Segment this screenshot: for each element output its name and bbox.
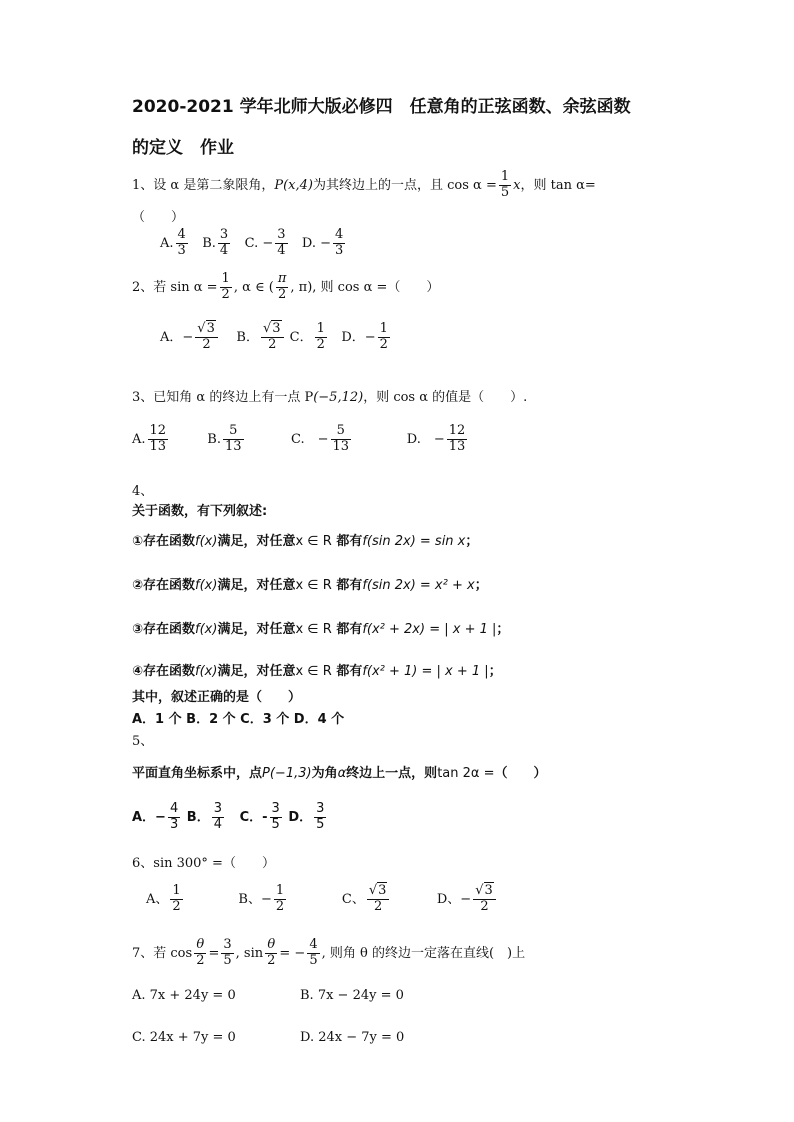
- question-1-options: [160, 228, 347, 259]
- option-b: B. $\frac{3}{4}$: [202, 227, 229, 258]
- option-d: D．− $\frac{1}{2}$: [341, 321, 388, 352]
- option-d: D. − $\frac{12}{13}$: [406, 423, 466, 454]
- option-b: B． $\frac{3}{4}$: [186, 801, 222, 832]
- option-b: B． $\frac{√3}{2}$: [236, 322, 285, 353]
- question-4-statement-2: ②存在函数f(x)满足，对任意x ∈ R 都有f(sin 2x) = x² + x；: [132, 578, 488, 593]
- option-a: A、 $\frac{1}{2}$: [146, 883, 181, 914]
- option-c: C、 $\frac{√3}{2}$: [342, 884, 392, 915]
- question-4-intro: 关于函数，有下列叙述:: [132, 504, 268, 519]
- question-4-statement-3: ③存在函数f(x)满足，对任意x ∈ R 都有f(x² + 2x) = | x + 1 |；: [132, 622, 510, 637]
- option-b: B. $\frac{5}{13}$: [207, 423, 242, 454]
- question-2-options: [160, 322, 392, 353]
- question-7-option-a: A. 7x + 24y = 0: [132, 988, 236, 1003]
- option-c: C．- $\frac{3}{5}$: [239, 801, 280, 832]
- question-5-number: 5、: [132, 734, 154, 749]
- option-d: D． $\frac{3}{5}$: [288, 801, 325, 832]
- question-1-stem: 1、设 α 是第二象限角，P(x,4)为其终边上的一点，且 cos α = $\frac{1}{5}$ x，则 tan α=: [132, 169, 596, 200]
- option-a: A. $\frac{12}{13}$: [132, 423, 167, 454]
- option-a: A. $\frac{4}{3}$: [160, 227, 186, 258]
- question-4-prompt: 其中，叙述正确的是（ ）: [132, 690, 302, 705]
- question-4-statement-1: ①存在函数f(x)满足，对任意x ∈ R 都有f(sin 2x) = sin x；: [132, 534, 479, 549]
- question-3-stem: 3、已知角 α 的终边上有一点 P(−5,12)，则 cos α 的值是（ ）.: [132, 390, 528, 405]
- question-6-options: [146, 884, 498, 915]
- question-2-stem: 2、若 sin α = $\frac{1}{2}$ , α ∈ ( $\frac{\pi}{2}$ , π), 则 cos α =（ ）: [132, 271, 440, 302]
- question-7-stem: 7、若 cos $\frac{\theta}{2}$ = $\frac{3}{5}$ , sin $\frac{\theta}{2}$ = − $\frac{4}{5}$ , 则角 θ 的终边一定落在直线( )上: [132, 937, 526, 968]
- question-6-stem: 6、sin 300° =（ ）: [132, 856, 275, 871]
- option-d: D、− $\frac{√3}{2}$: [437, 884, 498, 915]
- question-5-options: [132, 802, 328, 833]
- option-b: B、− $\frac{1}{2}$: [238, 883, 285, 914]
- question-7-option-d: D. 24x − 7y = 0: [300, 1030, 405, 1045]
- question-4-number: 4、: [132, 484, 154, 499]
- question-4-statement-4: ④存在函数f(x)满足，对任意x ∈ R 都有f(x² + 1) = | x + 1 |；: [132, 664, 502, 679]
- option-d: D. − $\frac{4}{3}$: [301, 227, 344, 258]
- option-a: A．− $\frac{4}{3}$: [132, 801, 179, 832]
- page-title-line-2: 的定义 作业: [132, 138, 234, 158]
- option-a: A．− $\frac{√3}{2}$: [160, 322, 220, 353]
- question-7-option-c: C. 24x + 7y = 0: [132, 1030, 236, 1045]
- question-3-options: [132, 424, 469, 455]
- question-5-stem: 平面直角坐标系中，点P(−1,3)为角α终边上一点，则tan 2α =（ ）: [132, 766, 547, 781]
- question-1-blank: （ ）: [132, 210, 185, 225]
- question-7-option-b: B. 7x − 24y = 0: [300, 988, 404, 1003]
- question-4-options: A．1 个 B．2 个 C．3 个 D．4 个: [132, 712, 345, 727]
- option-c: C. − $\frac{3}{4}$: [244, 227, 286, 258]
- option-c: C. − $\frac{5}{13}$: [290, 423, 350, 454]
- option-c: C． $\frac{1}{2}$: [289, 321, 325, 352]
- page-title-line-1: 2020-2021 学年北师大版必修四 任意角的正弦函数、余弦函数: [132, 97, 631, 117]
